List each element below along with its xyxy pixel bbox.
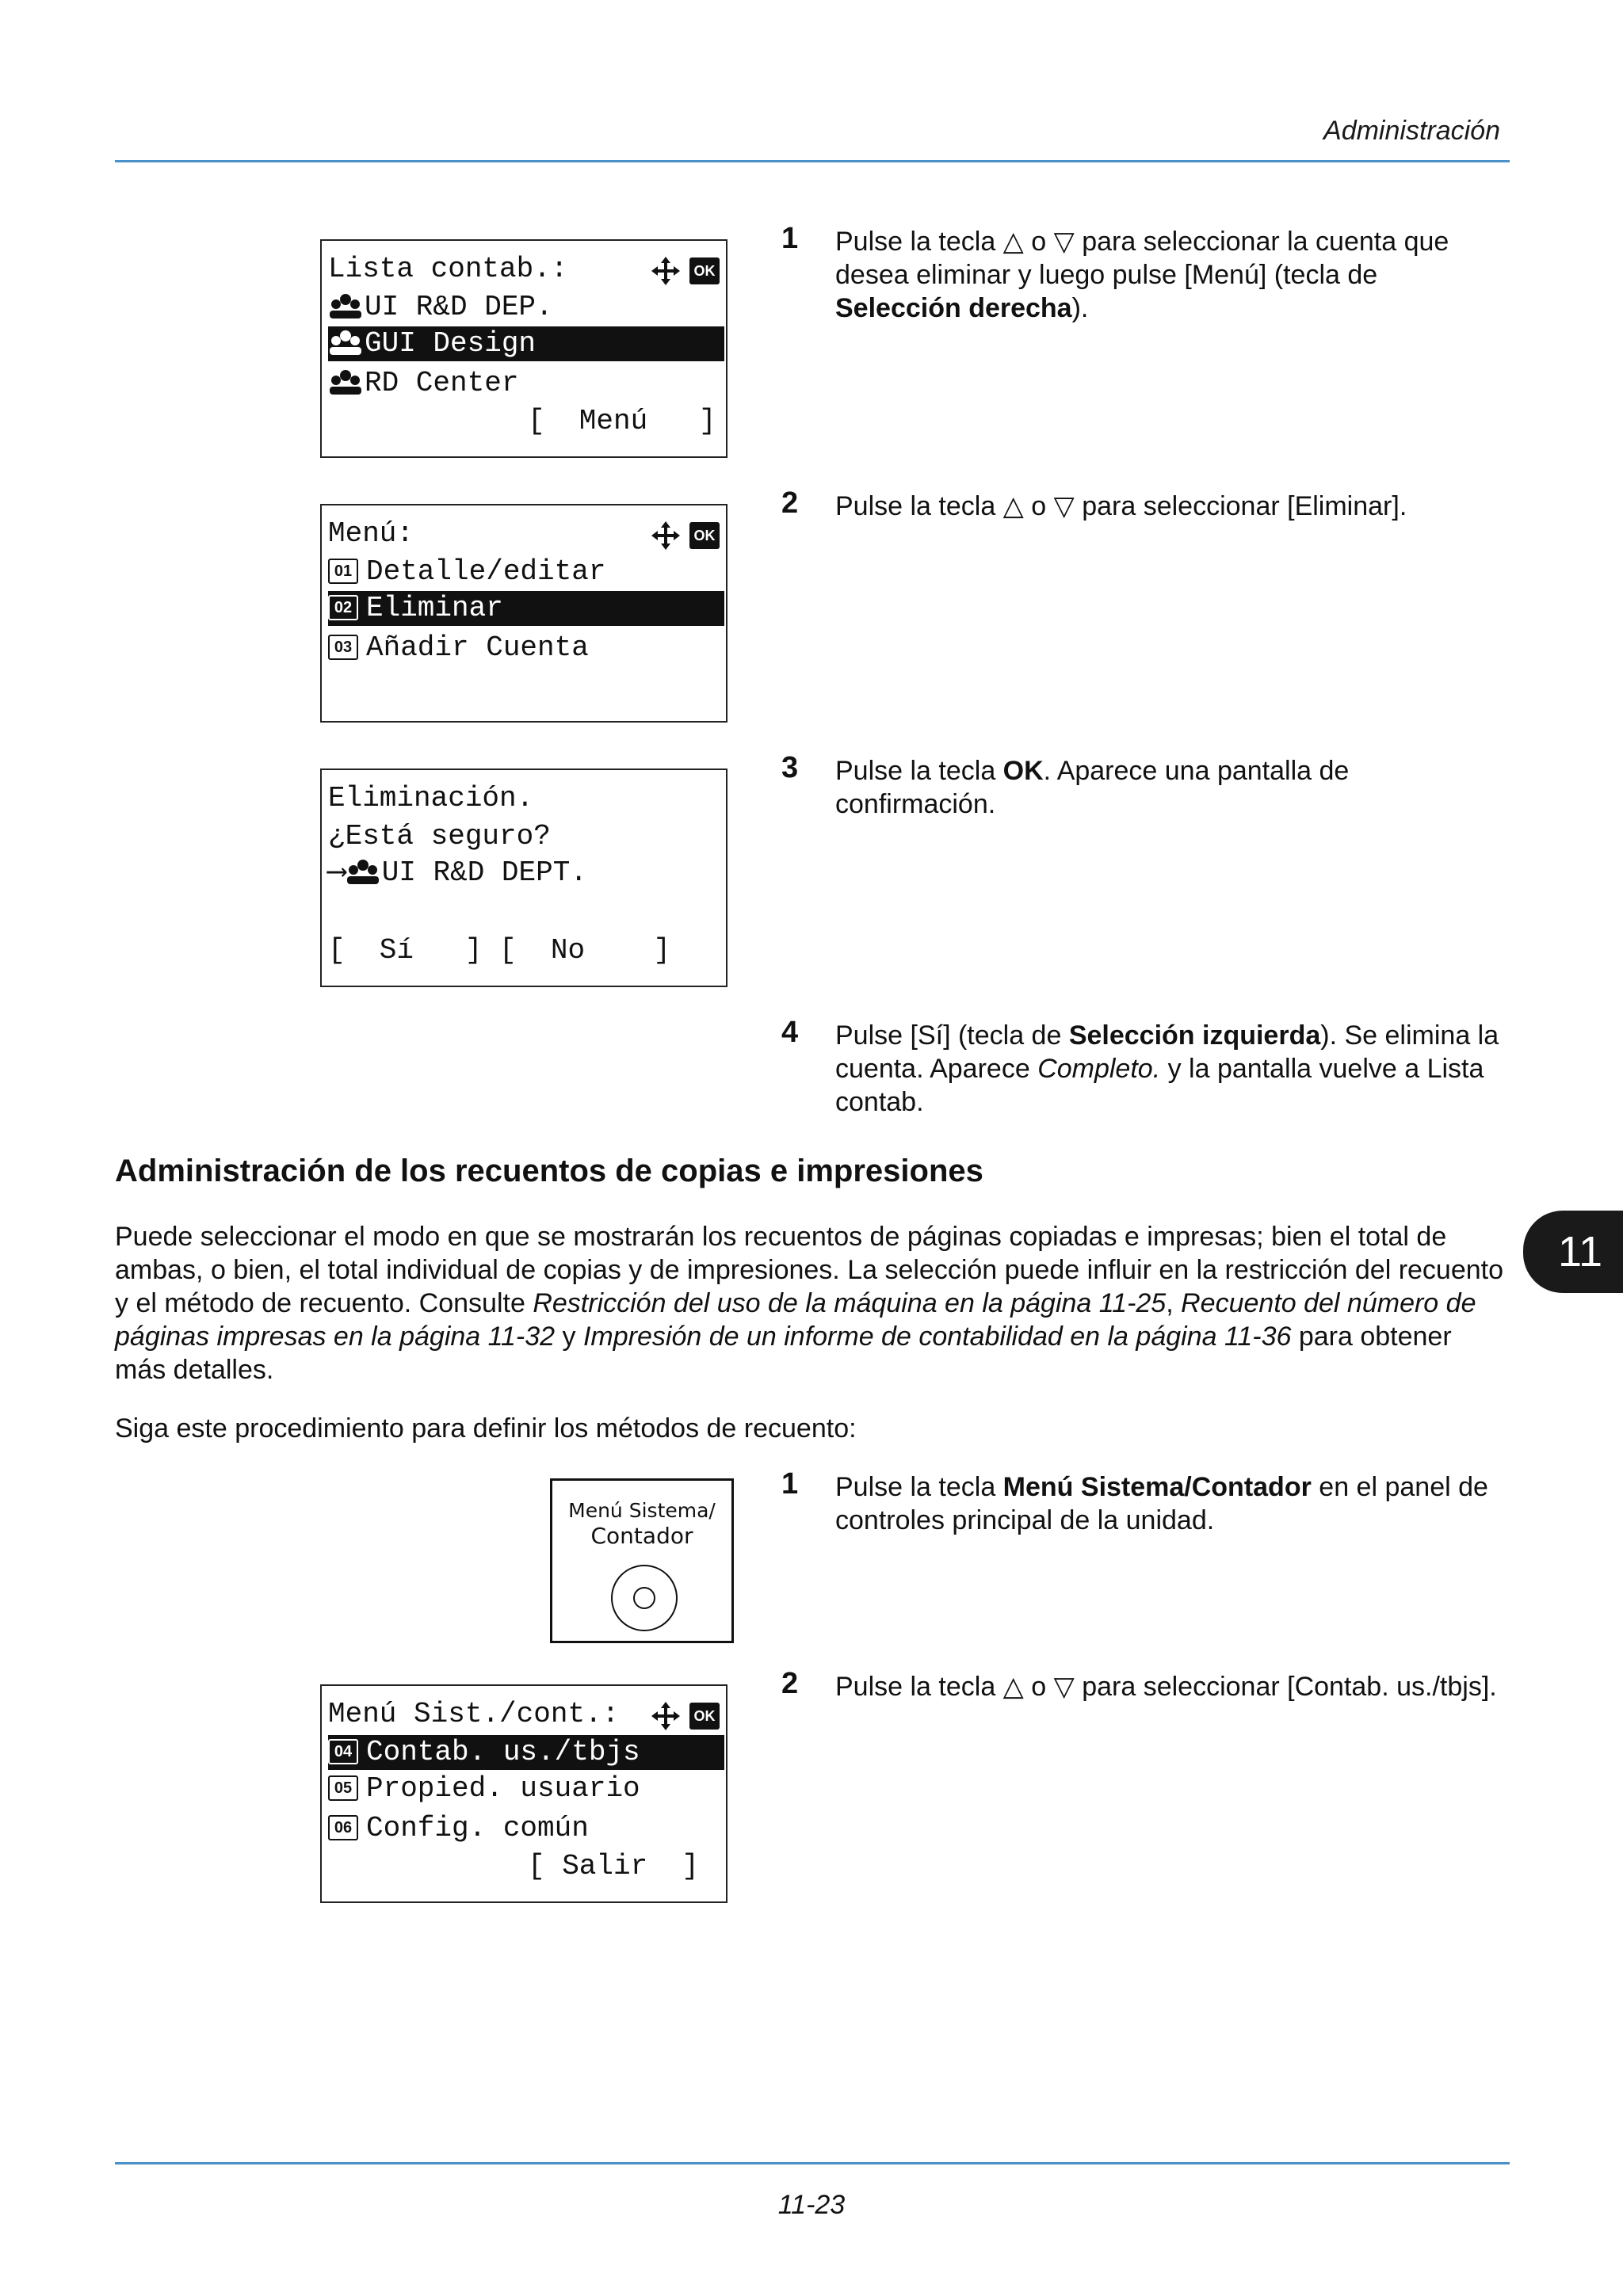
step-text: Pulse la tecla Menú Sistema/Contador en el panel de controles principal de la unidad.	[835, 1472, 1488, 1535]
lcd-menu-item-selected: 02 Eliminar	[328, 591, 724, 626]
number-badge-icon: 01	[328, 559, 358, 584]
lcd-list-item: RD Center	[328, 366, 726, 401]
step-text: Pulse la tecla △ o ▽ para seleccionar [Contab. us./tbjs].	[835, 1672, 1497, 1702]
lcd-list-item: UI R&D DEP.	[328, 290, 726, 325]
lcd-nav-icons	[650, 255, 720, 287]
number-badge-icon: 05	[328, 1775, 358, 1801]
key-label: Contador	[590, 1523, 693, 1549]
step-number: 4	[781, 1016, 799, 1049]
lcd-menu-item: 01 Detalle/editar	[328, 555, 726, 589]
key-label: Menú Sistema/	[568, 1499, 716, 1522]
lcd-menu-item: 06 Config. común	[328, 1811, 726, 1846]
section-heading: Administración de los recuentos de copias e impresiones	[115, 1154, 983, 1188]
cross-arrows-icon	[650, 520, 682, 551]
lcd-softkey-label: [ Menú ]	[528, 405, 716, 437]
body-paragraph: Siga este procedimiento para definir los métodos de recuento:	[115, 1413, 857, 1444]
chapter-tab: 11	[1523, 1211, 1623, 1293]
cross-reference: Recuento del número de páginas impresas en la página 11-32	[115, 1288, 1476, 1352]
lcd-title: Menú:	[328, 517, 414, 550]
cross-reference: Impresión de un informe de contabilidad en la página 11-36	[582, 1322, 1292, 1352]
lcd-nav-icons	[650, 1700, 720, 1732]
page-number: 11-23	[777, 2190, 846, 2220]
lcd-screen-menu	[320, 504, 727, 723]
group-icon	[346, 859, 380, 886]
lcd-screen-system-menu	[320, 1684, 727, 1903]
step-number: 2	[781, 486, 799, 520]
lcd-softkey-labels: [ Sí ] [ No ]	[328, 934, 671, 967]
step-text: Pulse [Sí] (tecla de Selección izquierda). Se elimina la cuenta. Aparece Completo. y la pantalla vuelve a Lista contab.	[835, 1020, 1499, 1117]
lcd-line: Eliminación.	[328, 782, 534, 814]
footer-rule	[115, 2162, 1510, 2164]
cross-arrows-icon	[650, 1700, 682, 1732]
ok-icon: OK	[689, 522, 720, 549]
lcd-nav-icons	[650, 520, 720, 551]
lcd-screen-account-list	[320, 239, 727, 458]
lcd-screen-confirm	[320, 769, 727, 987]
group-icon	[328, 293, 363, 320]
ok-icon: OK	[689, 257, 720, 284]
step-number: 1	[781, 1467, 799, 1501]
body-paragraph: Puede seleccionar el modo en que se mostrarán los recuentos de páginas copiadas e impresas; bien el total de ambas, o bien, el total individual de copias y de impresiones. La selección puede influir en la restricción del recuento y el método de recuento. Consulte Restricción del uso de la máquina en la página 11-25, Recuento del número de páginas impresas en la página 11-32 y Impresión de un informe de contabilidad en la página 11-36 para obtener más detalles.	[115, 1222, 1504, 1385]
arrow-right-icon: ⟶	[328, 856, 346, 889]
page-header-section: Administración	[1323, 116, 1500, 146]
key-button-icon	[611, 1565, 678, 1631]
lcd-menu-item: 05 Propied. usuario	[328, 1772, 726, 1806]
lcd-title: Lista contab.:	[328, 253, 568, 285]
group-icon	[328, 369, 363, 396]
cross-reference: Restricción del uso de la máquina en la página 11-25	[533, 1288, 1167, 1318]
number-badge-icon: 06	[328, 1815, 358, 1840]
lcd-list-item-selected: GUI Design	[328, 326, 724, 361]
lcd-softkey-label: [ Salir ]	[528, 1850, 700, 1882]
step-number: 1	[781, 222, 799, 255]
cross-arrows-icon	[650, 255, 682, 287]
lcd-line: ⟶ UI R&D DEPT.	[328, 856, 587, 889]
step-text: Pulse la tecla △ o ▽ para seleccionar la cuenta que desea eliminar y luego pulse [Menú] (tecla de Selección derecha).	[835, 227, 1449, 323]
lcd-line: ¿Está seguro?	[328, 820, 551, 852]
lcd-menu-item-selected: 04 Contab. us./tbjs	[328, 1735, 724, 1770]
step-number: 2	[781, 1667, 799, 1700]
group-icon	[328, 330, 363, 357]
step-text: Pulse la tecla △ o ▽ para seleccionar [Eliminar].	[835, 491, 1407, 521]
header-rule	[115, 160, 1510, 162]
step-number: 3	[781, 751, 799, 784]
system-menu-key-illustration	[550, 1478, 734, 1643]
step-text: Pulse la tecla OK. Aparece una pantalla de confirmación.	[835, 756, 1350, 819]
ok-icon: OK	[689, 1703, 720, 1730]
number-badge-icon: 02	[328, 595, 358, 620]
number-badge-icon: 04	[328, 1739, 358, 1764]
lcd-title: Menú Sist./cont.:	[328, 1698, 620, 1730]
lcd-menu-item: 03 Añadir Cuenta	[328, 631, 726, 666]
number-badge-icon: 03	[328, 635, 358, 660]
